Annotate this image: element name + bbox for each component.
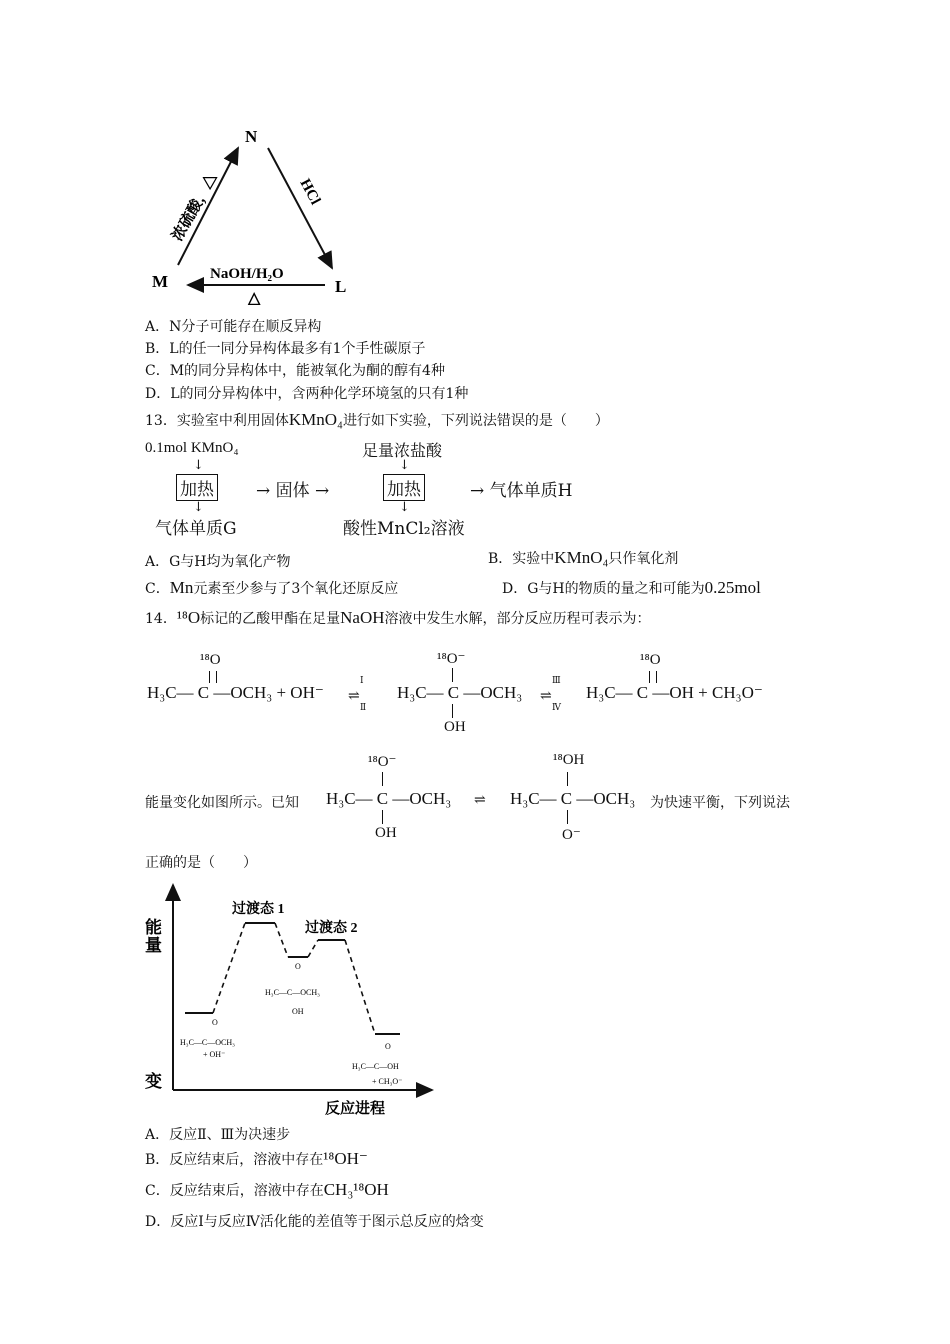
fast-left-top: ¹⁸O⁻ xyxy=(368,754,397,770)
intermediate-label: H₃C—C—OCH₃ xyxy=(265,988,320,997)
path-ts1-int xyxy=(275,923,288,957)
q14-option-c: C．反应结束后，溶液中存在CH₃¹⁸OH xyxy=(145,1180,389,1199)
node-m: M xyxy=(152,272,169,291)
q13-option-d: D．G与H的物质的量之和可能为0.25mol xyxy=(502,578,761,597)
x-axis-label: 反应进程 xyxy=(325,1101,386,1117)
intermediate-o: O xyxy=(295,962,301,971)
y-axis-label-top-2: 量 xyxy=(145,936,162,955)
mech-int-bond-top xyxy=(452,668,453,682)
fast-left-bond-top xyxy=(382,772,383,786)
y-axis-label-bottom: 变 xyxy=(145,1072,162,1091)
mech-p-double-bond xyxy=(649,671,657,683)
reactant-label-2: + OH⁻ xyxy=(203,1050,226,1059)
mech-r1-double-bond xyxy=(209,671,217,683)
path-reactant-ts1 xyxy=(213,923,245,1013)
fast-right-bond-bot xyxy=(567,810,568,824)
q12-option-b: B．L的任一同分异构体最多有1个手性碳原子 xyxy=(145,341,426,357)
q14-stem: 14．¹⁸O标记的乙酸甲酯在足量NaOH溶液中发生水解，部分反应历程可表示为： xyxy=(145,608,651,627)
label-naoh: NaOH/H₂O xyxy=(210,266,284,282)
product-label-2: + CH₃O⁻ xyxy=(372,1077,403,1086)
intermediate-oh: OH xyxy=(292,1007,304,1016)
fast-right-bond-top xyxy=(567,772,568,786)
q13-down-arrow-4: ↓ xyxy=(399,500,410,515)
q13-option-c: C．Mn元素至少参与了3个氧化还原反应 xyxy=(145,578,399,597)
mech-eq2-top: Ⅲ xyxy=(552,676,561,686)
fast-right-top: ¹⁸OH xyxy=(553,752,585,768)
product-o: O xyxy=(385,1042,391,1051)
fast-equilibrium: ⇌ xyxy=(474,792,486,808)
q14-option-b: B．反应结束后，溶液中存在¹⁸OH⁻ xyxy=(145,1149,368,1168)
label-hcl: HCl xyxy=(296,176,324,208)
mech-r1: H₃C— C —OCH₃ + OH⁻ xyxy=(147,683,324,702)
q13-down-arrow-1: ↓ xyxy=(193,458,204,473)
q13-heat-2: 加热 xyxy=(383,474,425,501)
reactant-label: H₃C—C—OCH₃ xyxy=(180,1038,235,1047)
product-label: H₃C—C—OH xyxy=(352,1062,399,1071)
fast-left: H₃C— C —OCH₃ xyxy=(326,789,452,808)
fast-right: H₃C— C —OCH₃ xyxy=(510,789,636,808)
q14-line2-prefix: 能量变化如图所示。已知 xyxy=(145,795,299,811)
q13-reagent: 足量浓盐酸 xyxy=(362,441,443,460)
q14-line2-suffix: 为快速平衡，下列说法 xyxy=(650,795,790,811)
q13-option-a: A．G与H均为氧化产物 xyxy=(145,554,291,570)
ts2-label: 过渡态 2 xyxy=(305,921,358,936)
q12-option-d: D．L的同分异构体中，含两种化学环境氢的只有1种 xyxy=(145,386,469,402)
q13-option-b: B．实验中KMnO₄只作氧化剂 xyxy=(488,548,679,567)
node-n: N xyxy=(245,127,258,146)
mech-int-bot: OH xyxy=(444,719,466,735)
mech-eq1-top: Ⅰ xyxy=(360,676,364,686)
q13-down-arrow-3: ↓ xyxy=(193,500,204,515)
mech-products: H₃C— C —OH + CH₃O⁻ xyxy=(586,683,763,702)
q13-gas-h: → 气体单质H xyxy=(470,481,573,501)
q13-heat-1: 加热 xyxy=(176,474,218,501)
q13-gas-g: 气体单质G xyxy=(155,519,237,539)
q13-arrow-solid: → 固体 → xyxy=(256,481,330,501)
mech-equilibrium-1: ⇌ xyxy=(348,688,360,704)
arrow-n-to-l xyxy=(268,148,332,268)
fast-left-bot: OH xyxy=(375,825,397,841)
node-l: L xyxy=(335,277,347,296)
path-ts2-product xyxy=(345,940,375,1034)
q13-stem: 13．实验室中利用固体KMnO₄进行如下实验，下列说法错误的是（ ） xyxy=(145,410,609,429)
ts1-label: 过渡态 1 xyxy=(232,902,285,917)
triangle-diagram xyxy=(140,120,370,305)
energy-diagram xyxy=(140,875,440,1120)
fast-left-bond-bot xyxy=(382,810,383,824)
reactant-o: O xyxy=(212,1018,218,1027)
y-axis-label-top-1: 能 xyxy=(145,918,162,937)
label-delta: △ xyxy=(248,290,261,305)
q14-line3: 正确的是（ ） xyxy=(145,855,257,871)
q13-start: 0.1mol KMnO₄ xyxy=(145,440,239,456)
path-int-ts2 xyxy=(308,940,318,957)
q13-solution: 酸性MnCl₂溶液 xyxy=(343,519,465,539)
mech-p-carbonyl: ¹⁸O xyxy=(640,652,661,668)
q12-option-c: C．M的同分异构体中，能被氧化为酮的醇有4种 xyxy=(145,363,445,379)
q14-option-a: A．反应Ⅱ、Ⅲ为决速步 xyxy=(145,1127,291,1143)
mech-eq2-bot: Ⅳ xyxy=(552,703,561,713)
q14-option-d: D．反应Ⅰ与反应Ⅳ活化能的差值等于图示总反应的焓变 xyxy=(145,1214,484,1230)
mech-r1-carbonyl: ¹⁸O xyxy=(200,652,221,668)
q12-option-a: A．N分子可能存在顺反异构 xyxy=(145,319,322,335)
mech-eq1-bot: Ⅱ xyxy=(360,703,367,713)
fast-right-bot: O⁻ xyxy=(562,827,581,843)
label-conc-h2so4: 浓硫酸，△ xyxy=(169,171,221,244)
mech-int-top: ¹⁸O⁻ xyxy=(437,651,466,667)
q13-down-arrow-2: ↓ xyxy=(399,458,410,473)
mech-intermediate: H₃C— C —OCH₃ xyxy=(397,683,523,702)
mech-int-bond-bot xyxy=(452,704,453,718)
mech-equilibrium-2: ⇌ xyxy=(540,688,552,704)
